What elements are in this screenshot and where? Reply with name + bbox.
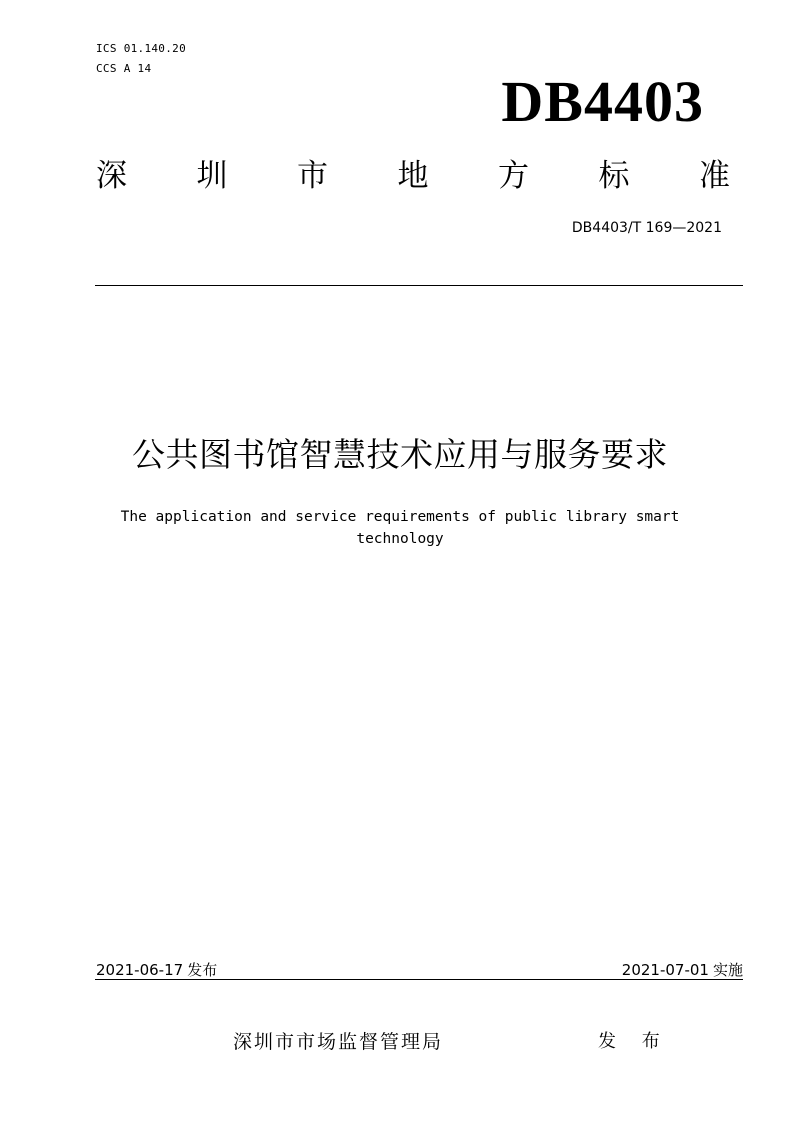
english-title-line: The application and service requirements of public library smart (120, 509, 680, 525)
implementation-date-label: 实施 (712, 961, 743, 979)
issue-date-value: 2021-06-17 (96, 961, 184, 979)
db-code: DB4403 (501, 69, 704, 134)
standard-type-char: 地 (397, 158, 429, 194)
standard-type-char: 圳 (196, 158, 228, 194)
ics-code: ICS 01.140.20 (96, 42, 186, 55)
standard-type-char: 市 (297, 158, 328, 194)
document-title-english (70, 506, 730, 550)
english-title-line: technology (356, 531, 444, 547)
document-title-chinese: 公共图书馆智慧技术应用与服务要求 (132, 435, 668, 474)
bottom-divider (95, 979, 743, 980)
top-divider (95, 285, 743, 286)
implementation-date-value: 2021-07-01 (621, 961, 709, 979)
standard-type-char: 深 (96, 158, 127, 194)
standard-number: DB4403/T 169—2021 (571, 220, 722, 236)
issuing-authority: 深圳市市场监督管理局 (233, 1031, 444, 1053)
standard-type-char: 准 (699, 158, 730, 194)
implementation-date (622, 960, 743, 980)
standard-type-char: 标 (598, 158, 630, 194)
issue-date-label: 发布 (187, 961, 218, 979)
ccs-code: CCS A 14 (96, 62, 152, 75)
standard-type (96, 155, 730, 197)
issue-date (96, 960, 217, 980)
issue-word: 发 布 (598, 1031, 670, 1052)
standard-type-char: 方 (498, 158, 529, 194)
